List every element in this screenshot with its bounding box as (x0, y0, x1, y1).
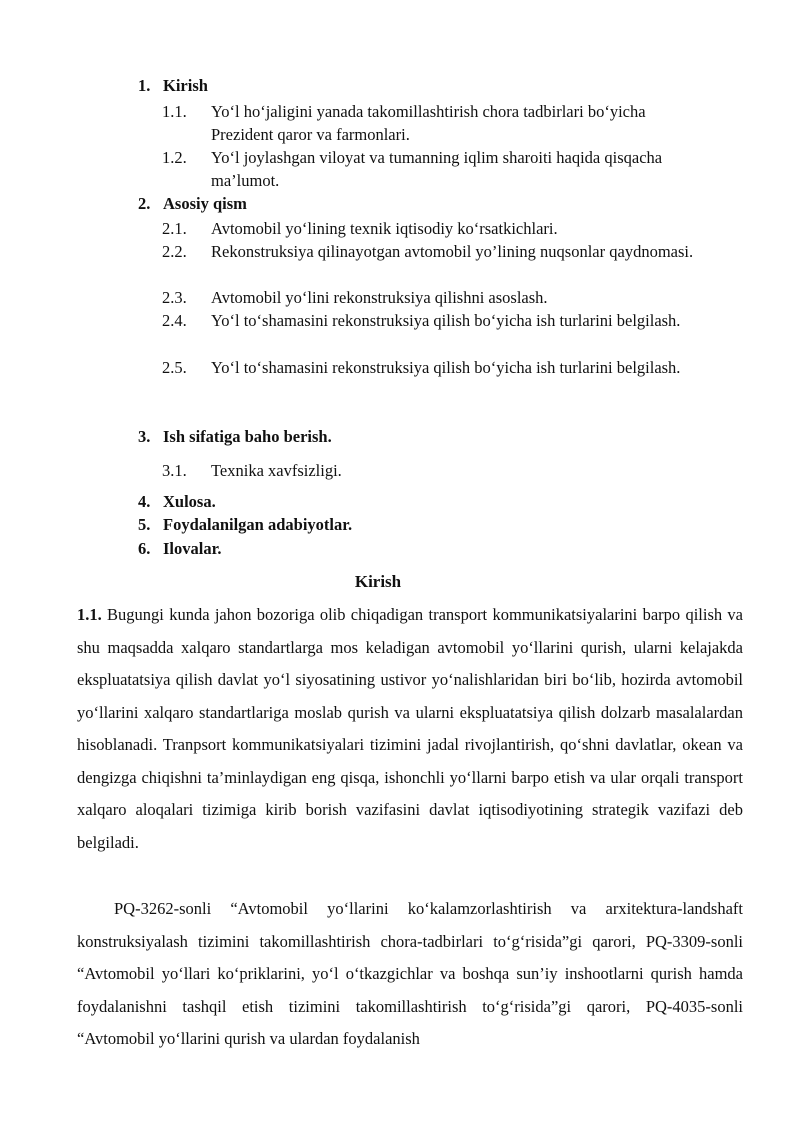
toc-section-3 (138, 426, 332, 448)
toc-number: 6. (138, 539, 151, 558)
paragraph-number: 1.1. (77, 605, 102, 624)
toc-text: Avtomobil yo‘lining texnik iqtisodiy ko‘rsatkichlari. (211, 219, 558, 238)
toc-text: Yo‘l to‘shamasini rekonstruksiya qilish bo‘yicha ish turlarini belgilash. (211, 358, 681, 377)
toc-text: Rekonstruksiya qilinayotgan avtomobil yo’lining nuqsonlar qaydnomasi. (211, 242, 694, 261)
toc-number: 2.5. (162, 358, 187, 377)
toc-number: 4. (138, 492, 151, 511)
paragraph-text: Bugungi kunda jahon bozoriga olib chiqadigan transport kommunikatsiyalarini barpo qilish va shu maqsadda xalqaro standartlarga mos keladigan avtomobil yo‘llarini qurish, ularni kelajakda ekspluatatsiya qilish davlat yo‘l siyosatining ustivor yo‘nalishlaridan biri bo‘lib, hozirda avtomobil yo‘llarini xalqaro standartlariga moslab qurish va ularni ekspluatatsiya qilish dolzarb masalalardan hisoblanadi. Tranpsort kommunikatsiyalari tizimini jadal rivojlantirish, qo‘shni davlatlar, okean va dengizga chiqishni ta’minlaydigan eng qisqa, ishonchli yo‘llarni barpo etish va ular orqali transport xalqaro aloqalari tizimiga kirib borish vazifasini davlat iqtisodiyotining strategik vazifazi deb belgiladi. (77, 605, 743, 852)
toc-number: 3. (138, 427, 151, 446)
toc-label: Kirish (163, 76, 208, 95)
toc-text: Yo‘l ho‘jaligini yanada takomillashtirish chora tadbirlari bo‘yicha Prezident qaror va farmonlari. (211, 102, 646, 144)
toc-number: 2.2. (162, 242, 187, 261)
toc-text: Yo‘l to‘shamasini rekonstruksiya qilish bo‘yicha ish turlarini belgilash. (211, 311, 681, 330)
paragraph-text: PQ-3262-sonli “Avtomobil yo‘llarini ko‘kalamzorlashtirish va arxitektura-landshaft konstruksiyalash tizimini takomillashtirish chora-tadbirlari to‘g‘risida”gi qarori, PQ-3309-sonli “Avtomobil yo‘llari ko‘priklarini, yo‘l o‘tkazgichlar va boshqa sun’iy inshootlarni qurish hamda foydalanishni tashqil etish tizimini takomillashtirish to‘g‘risida”gi qarori, PQ-4035-sonli “Avtomobil yo‘llarini qurish va ulardan foydalanish (77, 899, 743, 1048)
toc-number: 3.1. (162, 461, 187, 480)
toc-number: 2.3. (162, 288, 187, 307)
toc-label: Asosiy qism (163, 194, 247, 213)
toc-text: Avtomobil yo‘lini rekonstruksiya qilishni asoslash. (211, 288, 548, 307)
toc-number: 1.2. (162, 148, 187, 167)
toc-label: Ilovalar. (163, 539, 222, 558)
toc-section-1 (138, 75, 208, 97)
toc-section-4 (138, 491, 216, 513)
toc-number: 5. (138, 515, 151, 534)
toc-label: Xulosa. (163, 492, 216, 511)
toc-number: 2. (138, 194, 151, 213)
toc-number: 2.1. (162, 219, 187, 238)
toc-number: 1.1. (162, 102, 187, 121)
toc-number: 1. (138, 76, 151, 95)
section-heading: Kirish (354, 572, 402, 591)
paragraph-decrees (77, 893, 743, 1056)
toc-label: Foydalanilgan adabiyotlar. (163, 515, 353, 534)
toc-section-6 (138, 538, 222, 560)
toc-text: Texnika xavfsizligi. (211, 461, 342, 480)
toc-text: Yo‘l joylashgan viloyat va tumanning iqlim sharoiti haqida qisqacha ma’lumot. (211, 148, 663, 190)
toc-section-5 (138, 514, 352, 536)
toc-section-2 (138, 193, 247, 215)
toc-number: 2.4. (162, 311, 187, 330)
paragraph-intro (77, 599, 743, 859)
toc-label: Ish sifatiga baho berish. (163, 427, 332, 446)
